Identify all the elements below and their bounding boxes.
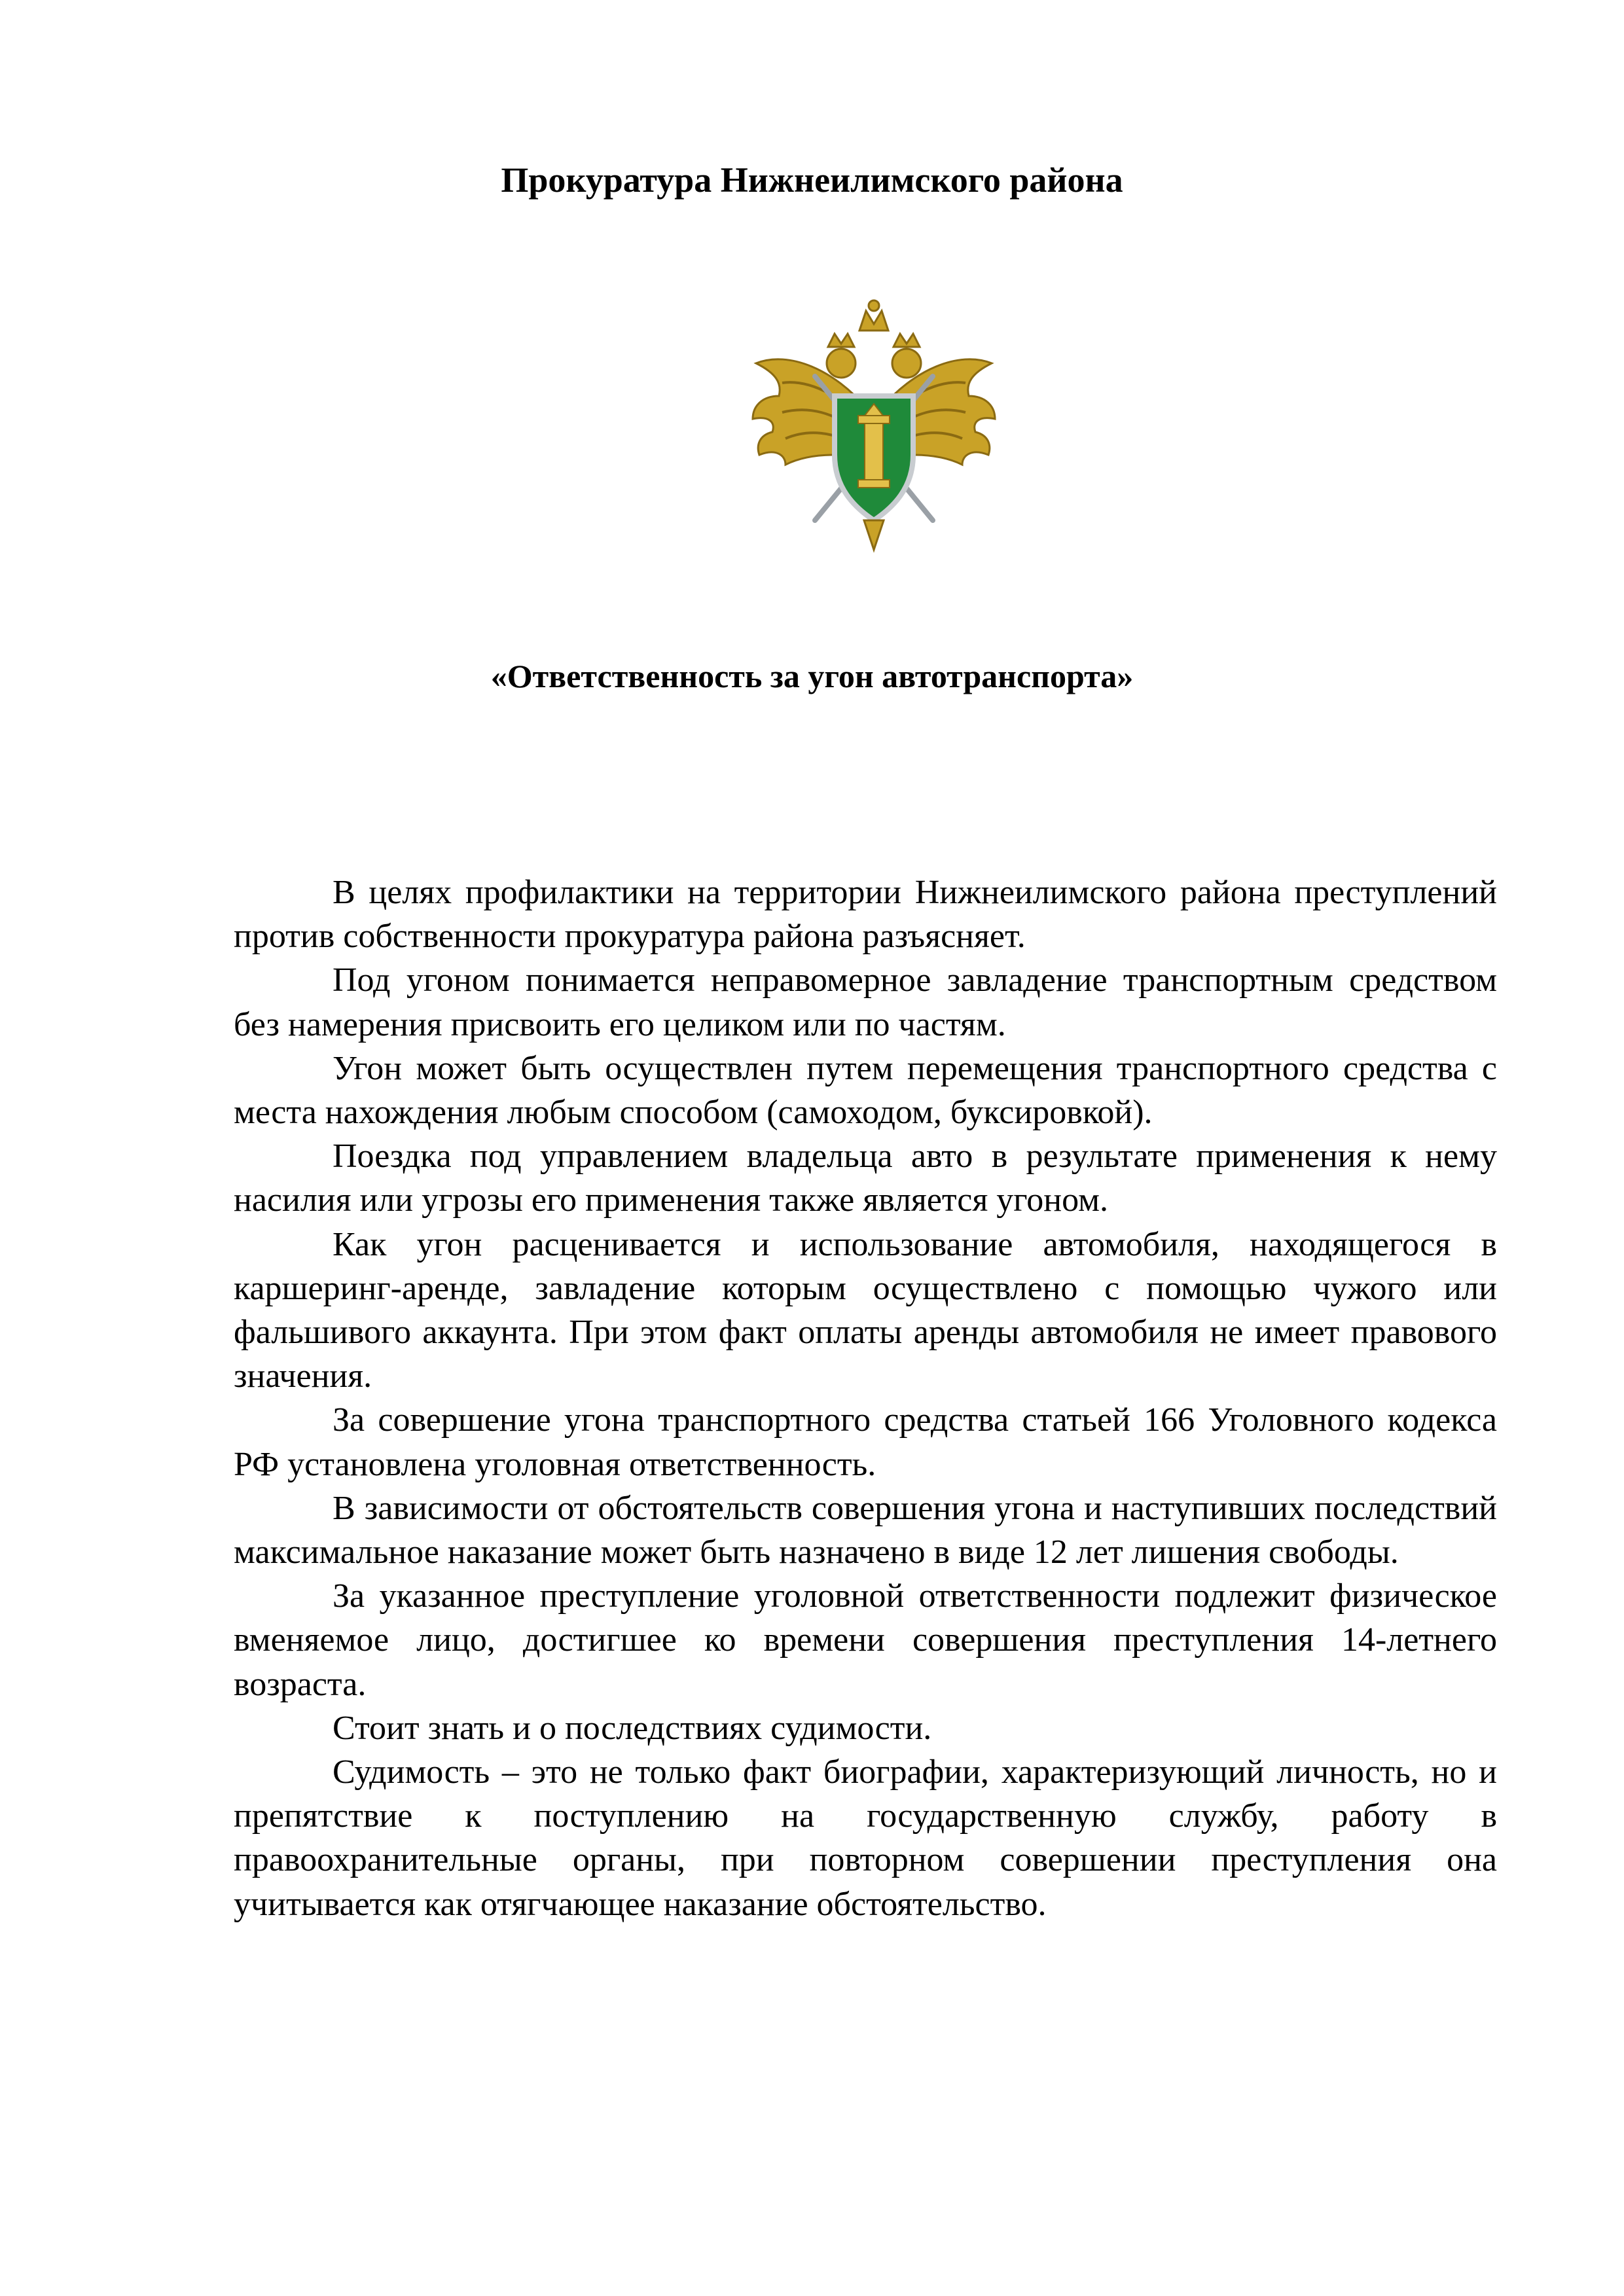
paragraph: За указанное преступление уголовной ответственности подлежит физическое вменяемое лицо, достигшее ко времени совершения преступления 14-летнего возраста. bbox=[234, 1577, 1497, 1703]
paragraph: Стоит знать и о последствиях судимости. bbox=[333, 1709, 932, 1747]
paragraph: Как угон расценивается и использование автомобиля, находящегося в каршеринг-аренде, завладение которым осуществлено с помощью чужого или фальшивого аккаунта. При этом факт оплаты аренды автомобиля не имеет правового значения. bbox=[234, 1225, 1497, 1395]
emblem-tail bbox=[864, 520, 884, 550]
eagle-heads bbox=[827, 300, 921, 378]
paragraph: Под угоном понимается неправомерное завладение транспортным средством без намерения присвоить его целиком или по частям. bbox=[234, 961, 1497, 1043]
article-body bbox=[234, 870, 1497, 1926]
paragraph: Поездка под управлением владельца авто в результате применения к нему насилия или угрозы его применения также является угоном. bbox=[234, 1138, 1497, 1219]
paragraph: В целях профилактики на территории Нижнеилимского района преступлений против собственности прокуратура района разъясняет. bbox=[234, 874, 1497, 956]
paragraph: Судимость – это не только факт биографии, характеризующий личность, но и препятствие к поступлению на государственную службу, работу в правоохранительные органы, при повторном совершении преступления она учитывается как отягчающее наказание обстоятельство. bbox=[234, 1753, 1497, 1923]
emblem-graphic bbox=[736, 291, 1011, 566]
paragraph: В зависимости от обстоятельств совершения угона и наступивших последствий максимальное наказание может быть назначено в виде 12 лет лишения свободы. bbox=[234, 1489, 1497, 1571]
prosecutor-emblem-icon bbox=[736, 291, 1011, 566]
article-title: «Ответственность за угон автотранспорта» bbox=[490, 658, 1134, 694]
page-title: Прокуратура Нижнеилимского района bbox=[501, 160, 1123, 200]
paragraph: За совершение угона транспортного средства статьей 166 Уголовного кодекса РФ установлена уголовная ответственность. bbox=[234, 1401, 1497, 1483]
paragraph: Угон может быть осуществлен путем перемещения транспортного средства с места нахождения любым способом (самоходом, буксировкой). bbox=[234, 1049, 1497, 1132]
